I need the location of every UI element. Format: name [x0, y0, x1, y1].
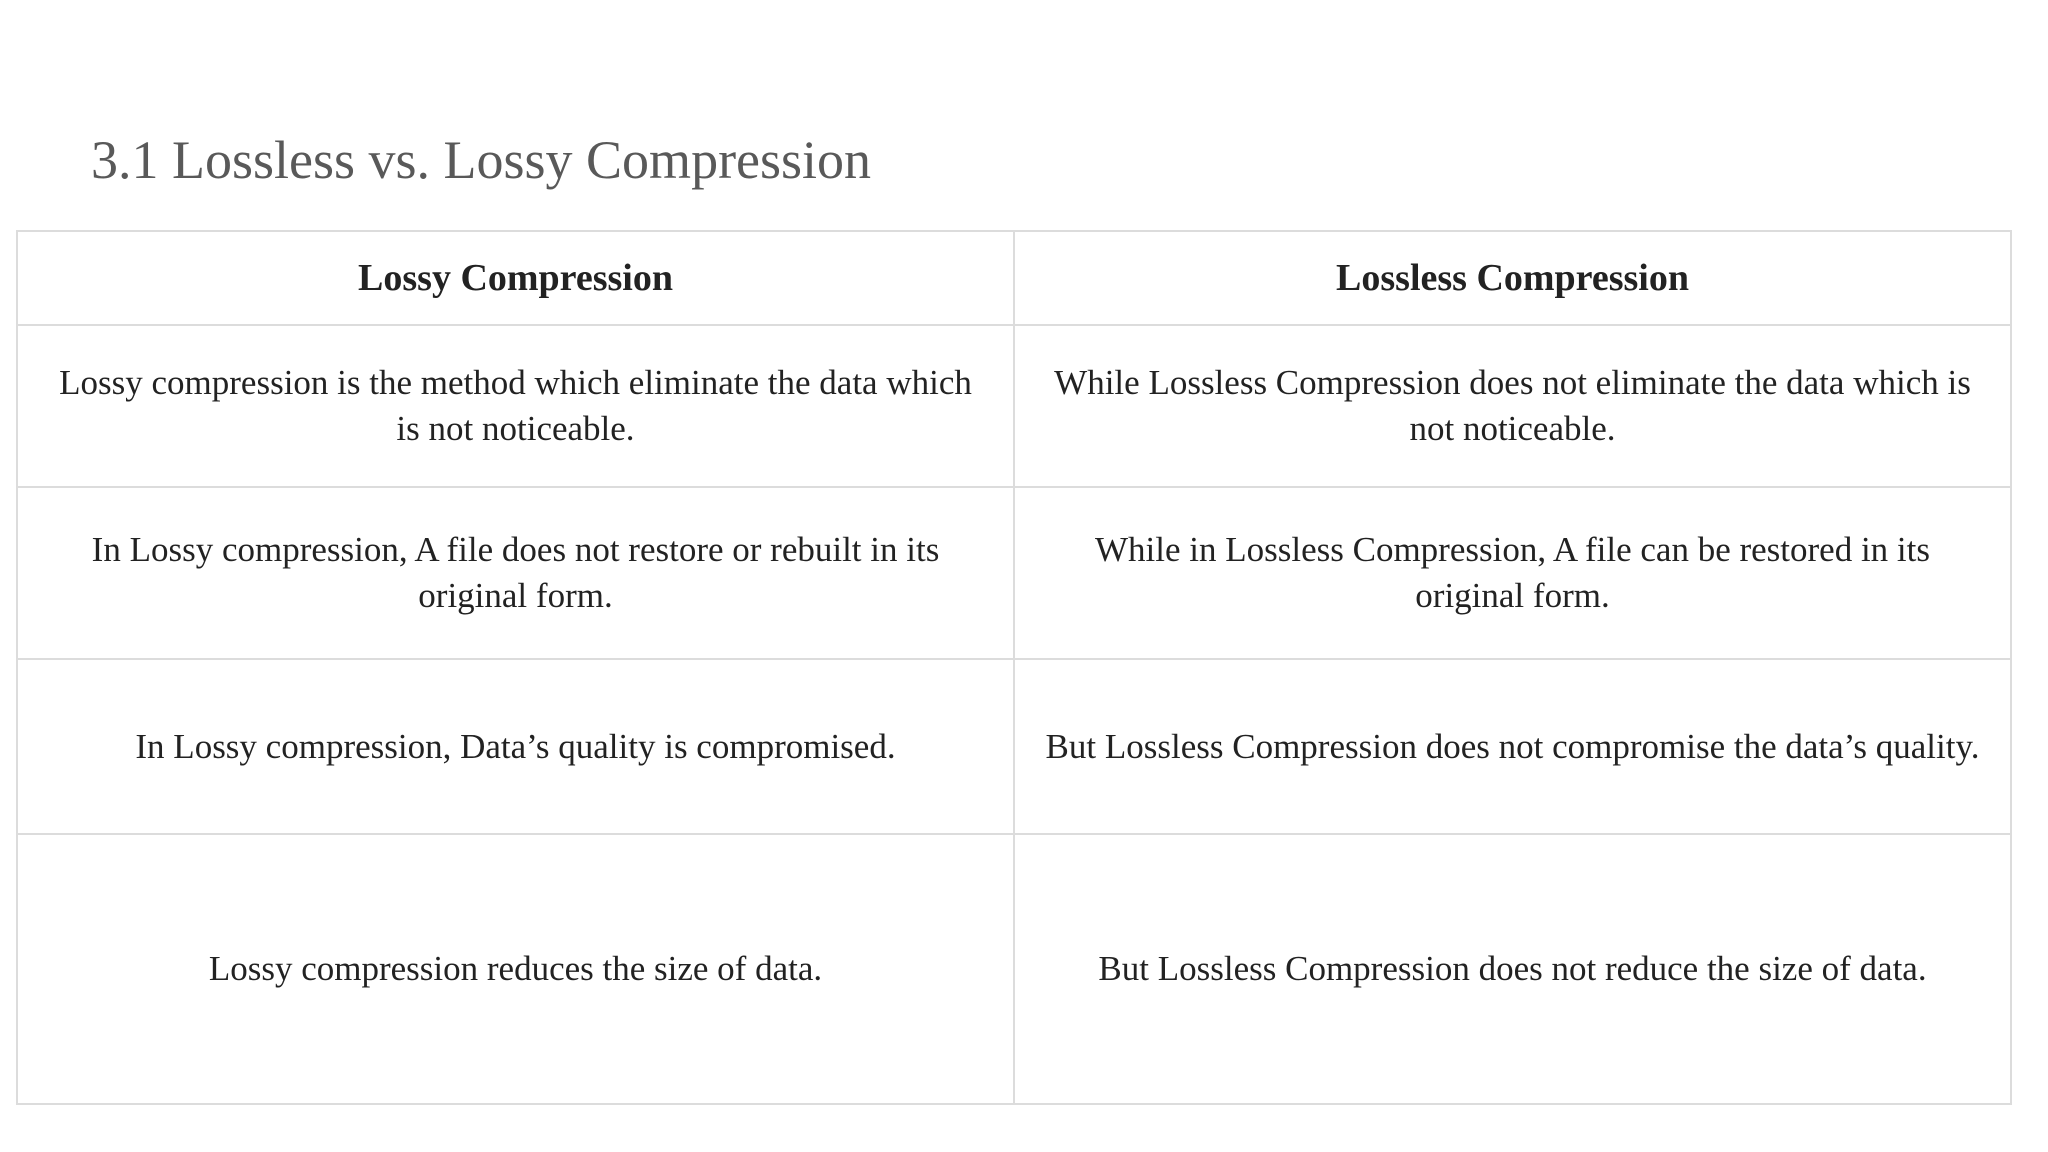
table-cell-lossless: But Lossless Compression does not compromise the data’s quality. — [1014, 659, 2011, 834]
header-lossy: Lossy Compression — [17, 231, 1014, 325]
table-cell-lossless: While in Lossless Compression, A file can be restored in its original form. — [1014, 487, 2011, 659]
table-cell-lossy: In Lossy compression, Data’s quality is compromised. — [17, 659, 1014, 834]
table-cell-lossy: In Lossy compression, A file does not restore or rebuilt in its original form. — [17, 487, 1014, 659]
table-row — [17, 325, 2011, 487]
table-cell-lossless: But Lossless Compression does not reduce the size of data. — [1014, 834, 2011, 1104]
table-header-row — [17, 231, 2011, 325]
table-cell-lossy: Lossy compression is the method which eliminate the data which is not noticeable. — [17, 325, 1014, 487]
page-title: 3.1 Lossless vs. Lossy Compression — [91, 130, 872, 190]
comparison-table — [16, 230, 2012, 1105]
header-lossless: Lossless Compression — [1014, 231, 2011, 325]
table-row — [17, 834, 2011, 1104]
comparison-table-container — [16, 230, 2012, 1105]
table-cell-lossless: While Lossless Compression does not eliminate the data which is not noticeable. — [1014, 325, 2011, 487]
table-cell-lossy: Lossy compression reduces the size of data. — [17, 834, 1014, 1104]
table-row — [17, 487, 2011, 659]
table-row — [17, 659, 2011, 834]
